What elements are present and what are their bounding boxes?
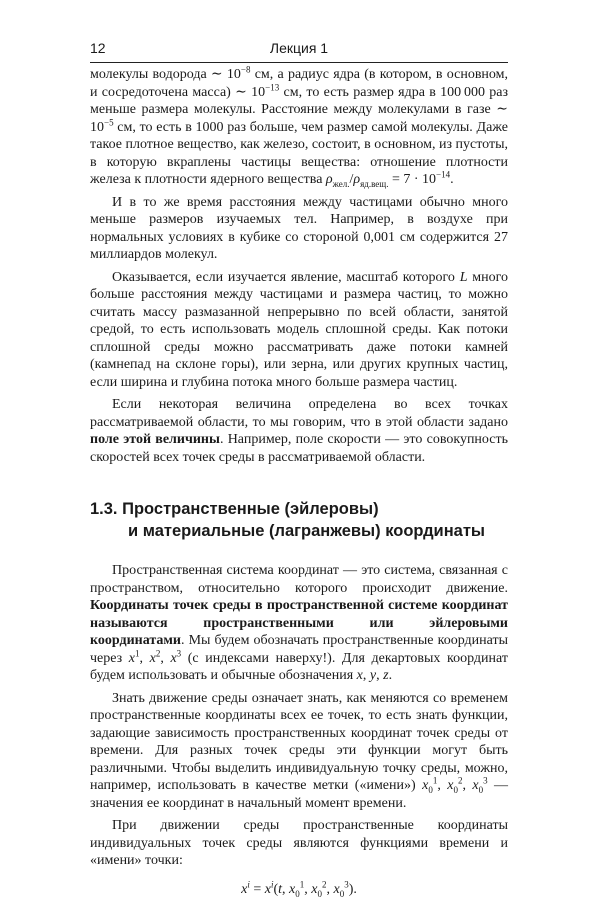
paragraph-3: Оказывается, если изучается явление, масштаб которого L много больше расстояния между частицами и размера частиц, то можно считать массу размазанной непрерывно по всей области, занятой средой, то есть использовать модель сплошной среды. Как потоки сплошной среды можно рассматривать даже потоки камней (камнепад на склоне горы), или зерна, или других крупных частиц, если ширина и глубина потока много больше размера частиц. — [90, 269, 509, 390]
paragraph-5: Пространственная система координат — это система, связанная с пространством, относительно которого происходит движение. Координаты точек среды в пространственной системе координат называются пространственными или эйлеровыми координатами. Мы будем обозначать пространственные координаты через $x^1$, $x^2$, $x^3$ (с индексами наверху!). Для декартовых координат будем использовать и обычные обозначения x, y, z. — [90, 563, 508, 683]
header-rule — [90, 62, 508, 63]
paragraph-7: При движении среды пространственные координаты индивидуальных точек среды являются функциями времени и «имени» точки: — [90, 818, 508, 868]
page-header — [90, 40, 508, 60]
running-title: Лекция 1 — [269, 40, 329, 56]
section-heading-line-2: и материальные (лагранжевы) координаты — [128, 522, 486, 540]
page-content — [90, 66, 508, 898]
section-heading — [90, 498, 508, 542]
formula: $x^i = x^i(t$, $x_0^1$, $x_0^2$, $x_0^3$). — [241, 878, 357, 898]
paragraph-4: Если некоторая величина определена во всех точках рассматриваемой области, то мы говорим, что в этой области задано поле этой величины. Например, поле скорости — это совокупность скоростей всех точек среды в рассматриваемой области. — [90, 397, 508, 465]
page-number: 12 — [90, 40, 106, 56]
section-heading-line-1: 1.3. Пространственные (эйлеровы) — [90, 500, 379, 518]
paragraph-1: молекулы водорода ∼ $10^{-8}$ см, а радиус ядра (в котором, в основном, и сосредоточена масса) ∼ $10^{-13}$ см, то есть размер ядра в 100 000 раз меньше размера молекулы. Расстояние между молекулами в газе ∼ $10^{-5}$ см, то есть в 1000 раз больше, чем размер самой молекулы. Даже такое плотное вещество, как железо, состоит, в основном, из пустоты, в которую вкраплены частицы вещества: отношение плотности железа к плотности ядерного вещества $\rho_{жел.}/\rho_{яд.вещ.} = 7 \cdot 10^{-14}$. — [90, 64, 509, 189]
paragraph-6: Знать движение среды означает знать, как меняются со временем пространственные координаты всех ее точек, то есть знать функции, задающие зависимость пространственных координат точек среды от времени. Для разных точек среды эти функции могут быть различными. Чтобы выделить индивидуальную точку среды, можно, например, использовать в качестве метки («имени») $x_0^1$, $x_0^2$, $x_0^3$ — значения ее координат в начальный момент времени. — [90, 690, 509, 811]
paragraph-2: И в то же время расстояния между частицами обычно много меньше размеров изучаемых тел. Например, в воздухе при нормальных условиях в кубике со стороной 0,001 см содержится 27 миллиардов молекул. — [90, 194, 508, 262]
